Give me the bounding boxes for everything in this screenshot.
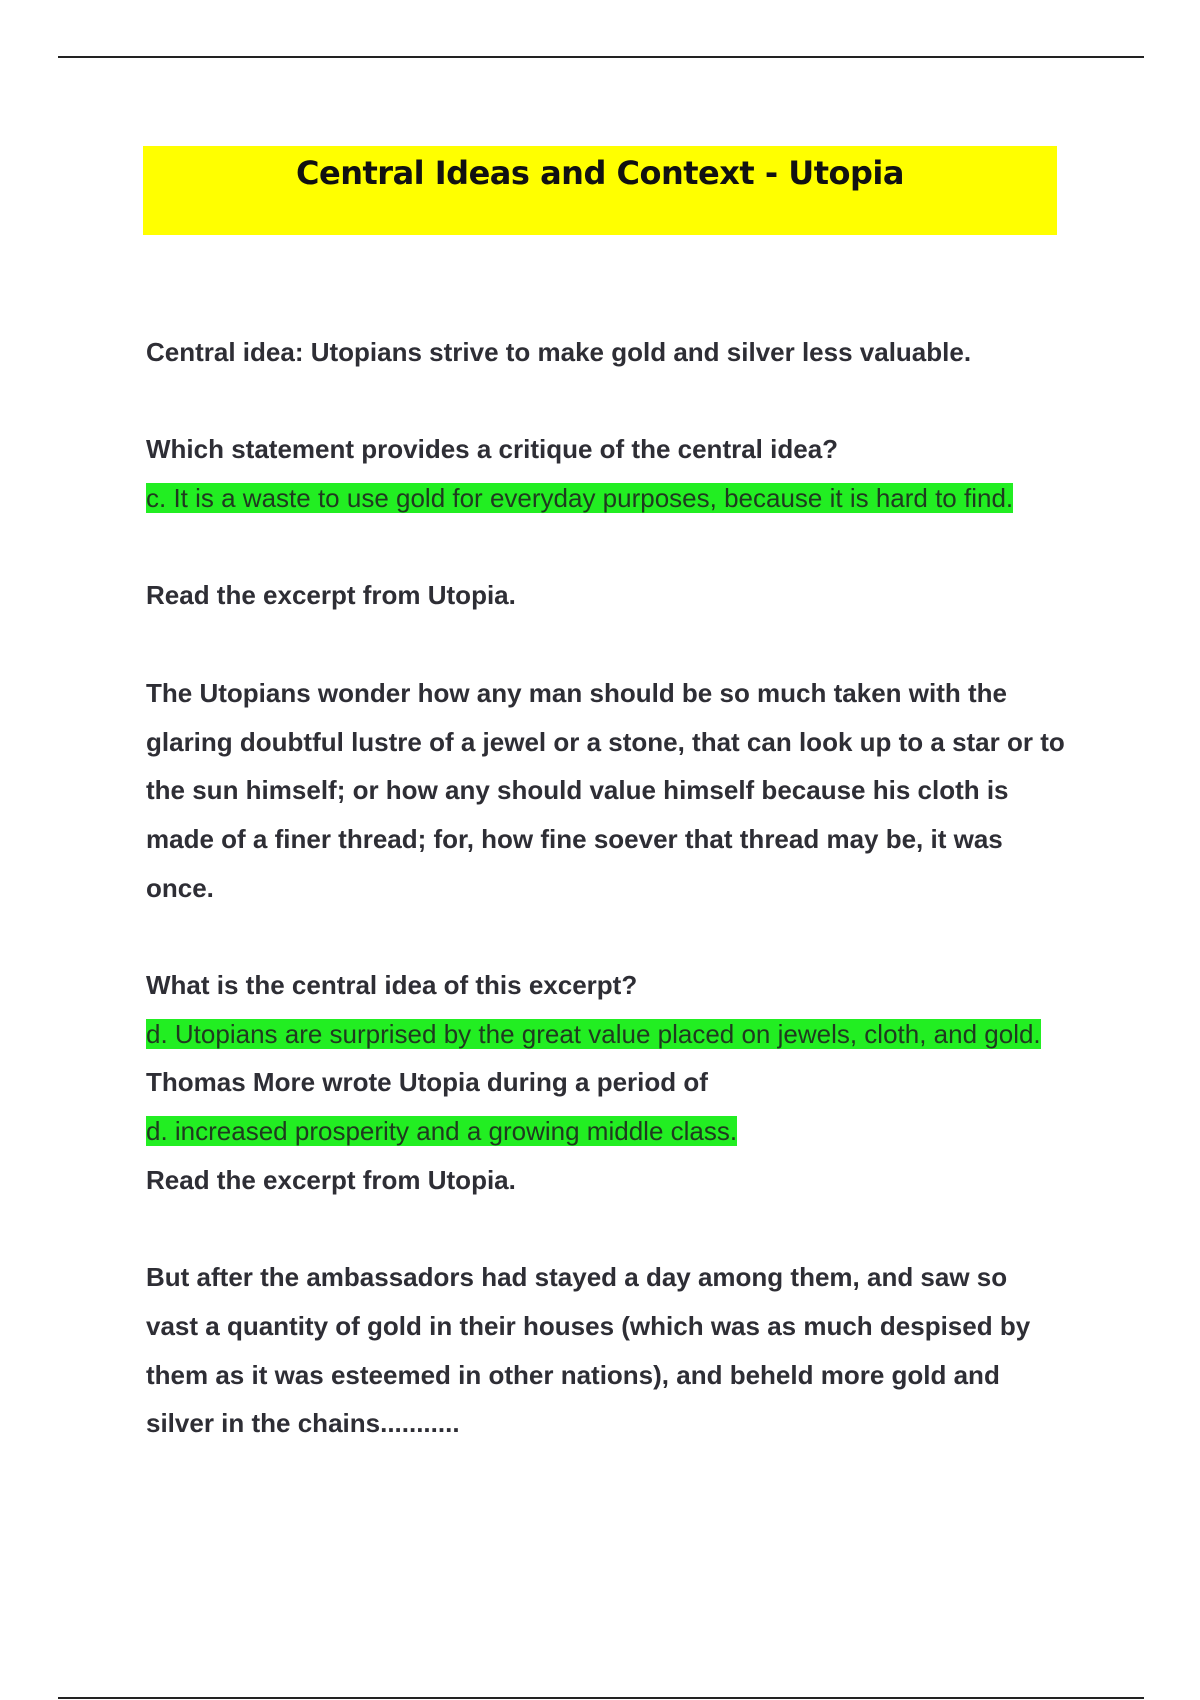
answer-2-highlight: d. Utopians are surprised by the great value placed on jewels, cloth, and gold. [146, 1018, 1041, 1049]
read-excerpt-prompt-2: Read the excerpt from Utopia. [146, 1164, 516, 1195]
title-banner [143, 146, 1057, 235]
excerpt-1: The Utopians wonder how any man should be so much taken with the glaring doubtful lustre of a jewel or a stone, that can look up to a star or to the sun himself; or how any should value himself because his cloth is made of a finer thread; for, how fine soever that thread may be, it was once. [146, 677, 1065, 903]
question-3: Thomas More wrote Utopia during a period of [146, 1067, 708, 1098]
page-title: Central Ideas and Context - Utopia [296, 154, 904, 192]
spacer [146, 620, 1066, 669]
central-idea-statement: Central idea: Utopians strive to make gold and silver less valuable. [146, 337, 972, 367]
read-excerpt-prompt-1: Read the excerpt from Utopia. [146, 580, 516, 611]
bottom-rule [58, 1697, 1144, 1699]
document-body [146, 328, 1066, 1448]
answer-1 [146, 474, 1066, 523]
top-rule [58, 56, 1144, 58]
answer-1-highlight: c. It is a waste to use gold for everyday purposes, because it is hard to find. [146, 483, 1014, 514]
answer-2 [146, 1010, 1066, 1059]
spacer [146, 523, 1066, 572]
spacer [146, 377, 1066, 426]
spacer [146, 912, 1066, 961]
question-2: What is the central idea of this excerpt? [146, 970, 638, 1001]
excerpt-2: But after the ambassadors had stayed a day among them, and saw so vast a quantity of gold in their houses (which was as much despised by them as it was esteemed in other nations), and beheld more gold and silver in the chains........... [146, 1262, 1031, 1439]
answer-3 [146, 1107, 1066, 1156]
answer-3-highlight: d. increased prosperity and a growing middle class. [146, 1116, 738, 1147]
question-1: Which statement provides a critique of the central idea? [146, 434, 839, 465]
spacer [146, 1205, 1066, 1254]
